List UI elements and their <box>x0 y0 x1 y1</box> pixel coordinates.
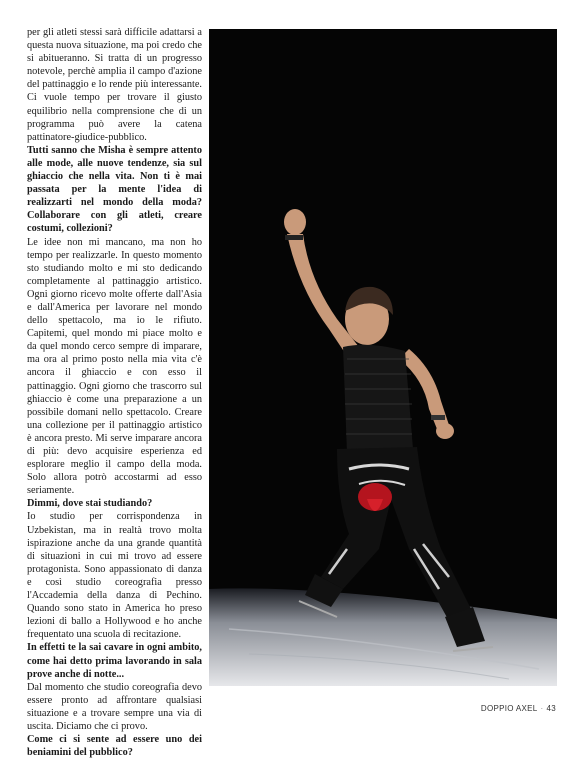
paragraph-3: Le idee non mi mancano, ma non ho tempo per realizzarle. In questo momento sto studiando molto e mi sto dedicando completamente al pattinaggio artistico. Ogni giorno ricevo molte offerte dall'Asia e dall'America per lavorare nel mondo dello spettacolo, ma io le rifiuto. Capitemi, quel mondo mi piace molto e da quel mondo cerco sempre di imparare, ma ora al primo posto nella mia vita c'è ancora il ghiaccio e con esso il pattinaggio. Ogni giorno che trascorro sul ghiaccio è come una preparazione a un possibile domani nello spettacolo. Creare una collezione per il pattinaggio artistico è ancora presto. Mi serve imparare ancora di più: devo acquisire esperienza ed esplorare meglio il campo della moda. Solo allora potrò accostarmi ad esso seriamente. <box>27 236 202 497</box>
wristband <box>285 235 303 240</box>
page-footer <box>481 704 556 713</box>
skater-illustration <box>209 29 557 686</box>
footer-separator: · <box>540 704 544 713</box>
page-number: 43 <box>546 704 556 713</box>
question-8: Come ci si sente ad essere uno dei beniamini del pubblico? <box>27 734 202 759</box>
raised-hand <box>284 209 306 235</box>
question-2: Tutti sanno che Misha è sempre attento alle mode, alle nuove tendenze, sia sul ghiaccio che nella vita. Non ti è mai passata per la mente l'idea di realizzarti nel mondo della moda? Collaborare con gli atleti, creare costumi, collezioni? <box>27 144 202 235</box>
paragraph-7: Dal momento che studio coreografia devo essere pronto ad affrontare qualsiasi situazione e a trovare sempre una via di uscita. Diciamo che ci provo. <box>27 681 202 732</box>
skater-photo <box>209 29 557 686</box>
paragraph-1: per gli atleti stessi sarà difficile adattarsi a questa nuova situazione, ma poi credo che si abitueranno. Si tratta di un progresso notevole, perchè amplia il campo d'azione del pattinaggio e lo rende più interessante. Ci vuole tempo per trovare il giusto equilibrio nella comprensione che di un programma può avere la catena pattinatore-giudice-pubblico. <box>27 27 202 143</box>
paragraph-5: Io studio per corrispondenza in Uzbekistan, ma in realtà trovo molta ispirazione anche da una grande quantità di situazioni in cui mi trovo ad essere protagonista. Sono appassionato di danza e così studio coreografia presso l'Accademia della danza di Pechino. Quando sono stato in America ho preso lezioni di ballo a Hollywood e ho anche frequentato una scuola di recitazione. <box>27 511 202 641</box>
question-4: Dimmi, dove stai studiando? <box>27 498 153 510</box>
mesh-top <box>343 345 413 456</box>
lowered-hand <box>436 423 454 439</box>
magazine-name: DOPPIO AXEL <box>480 704 538 713</box>
wristband <box>431 415 445 420</box>
question-6: In effetti te la sai cavare in ogni ambito, come hai detto prima lavorando in sala prove anche di notte... <box>27 642 202 680</box>
article-column <box>27 26 202 759</box>
